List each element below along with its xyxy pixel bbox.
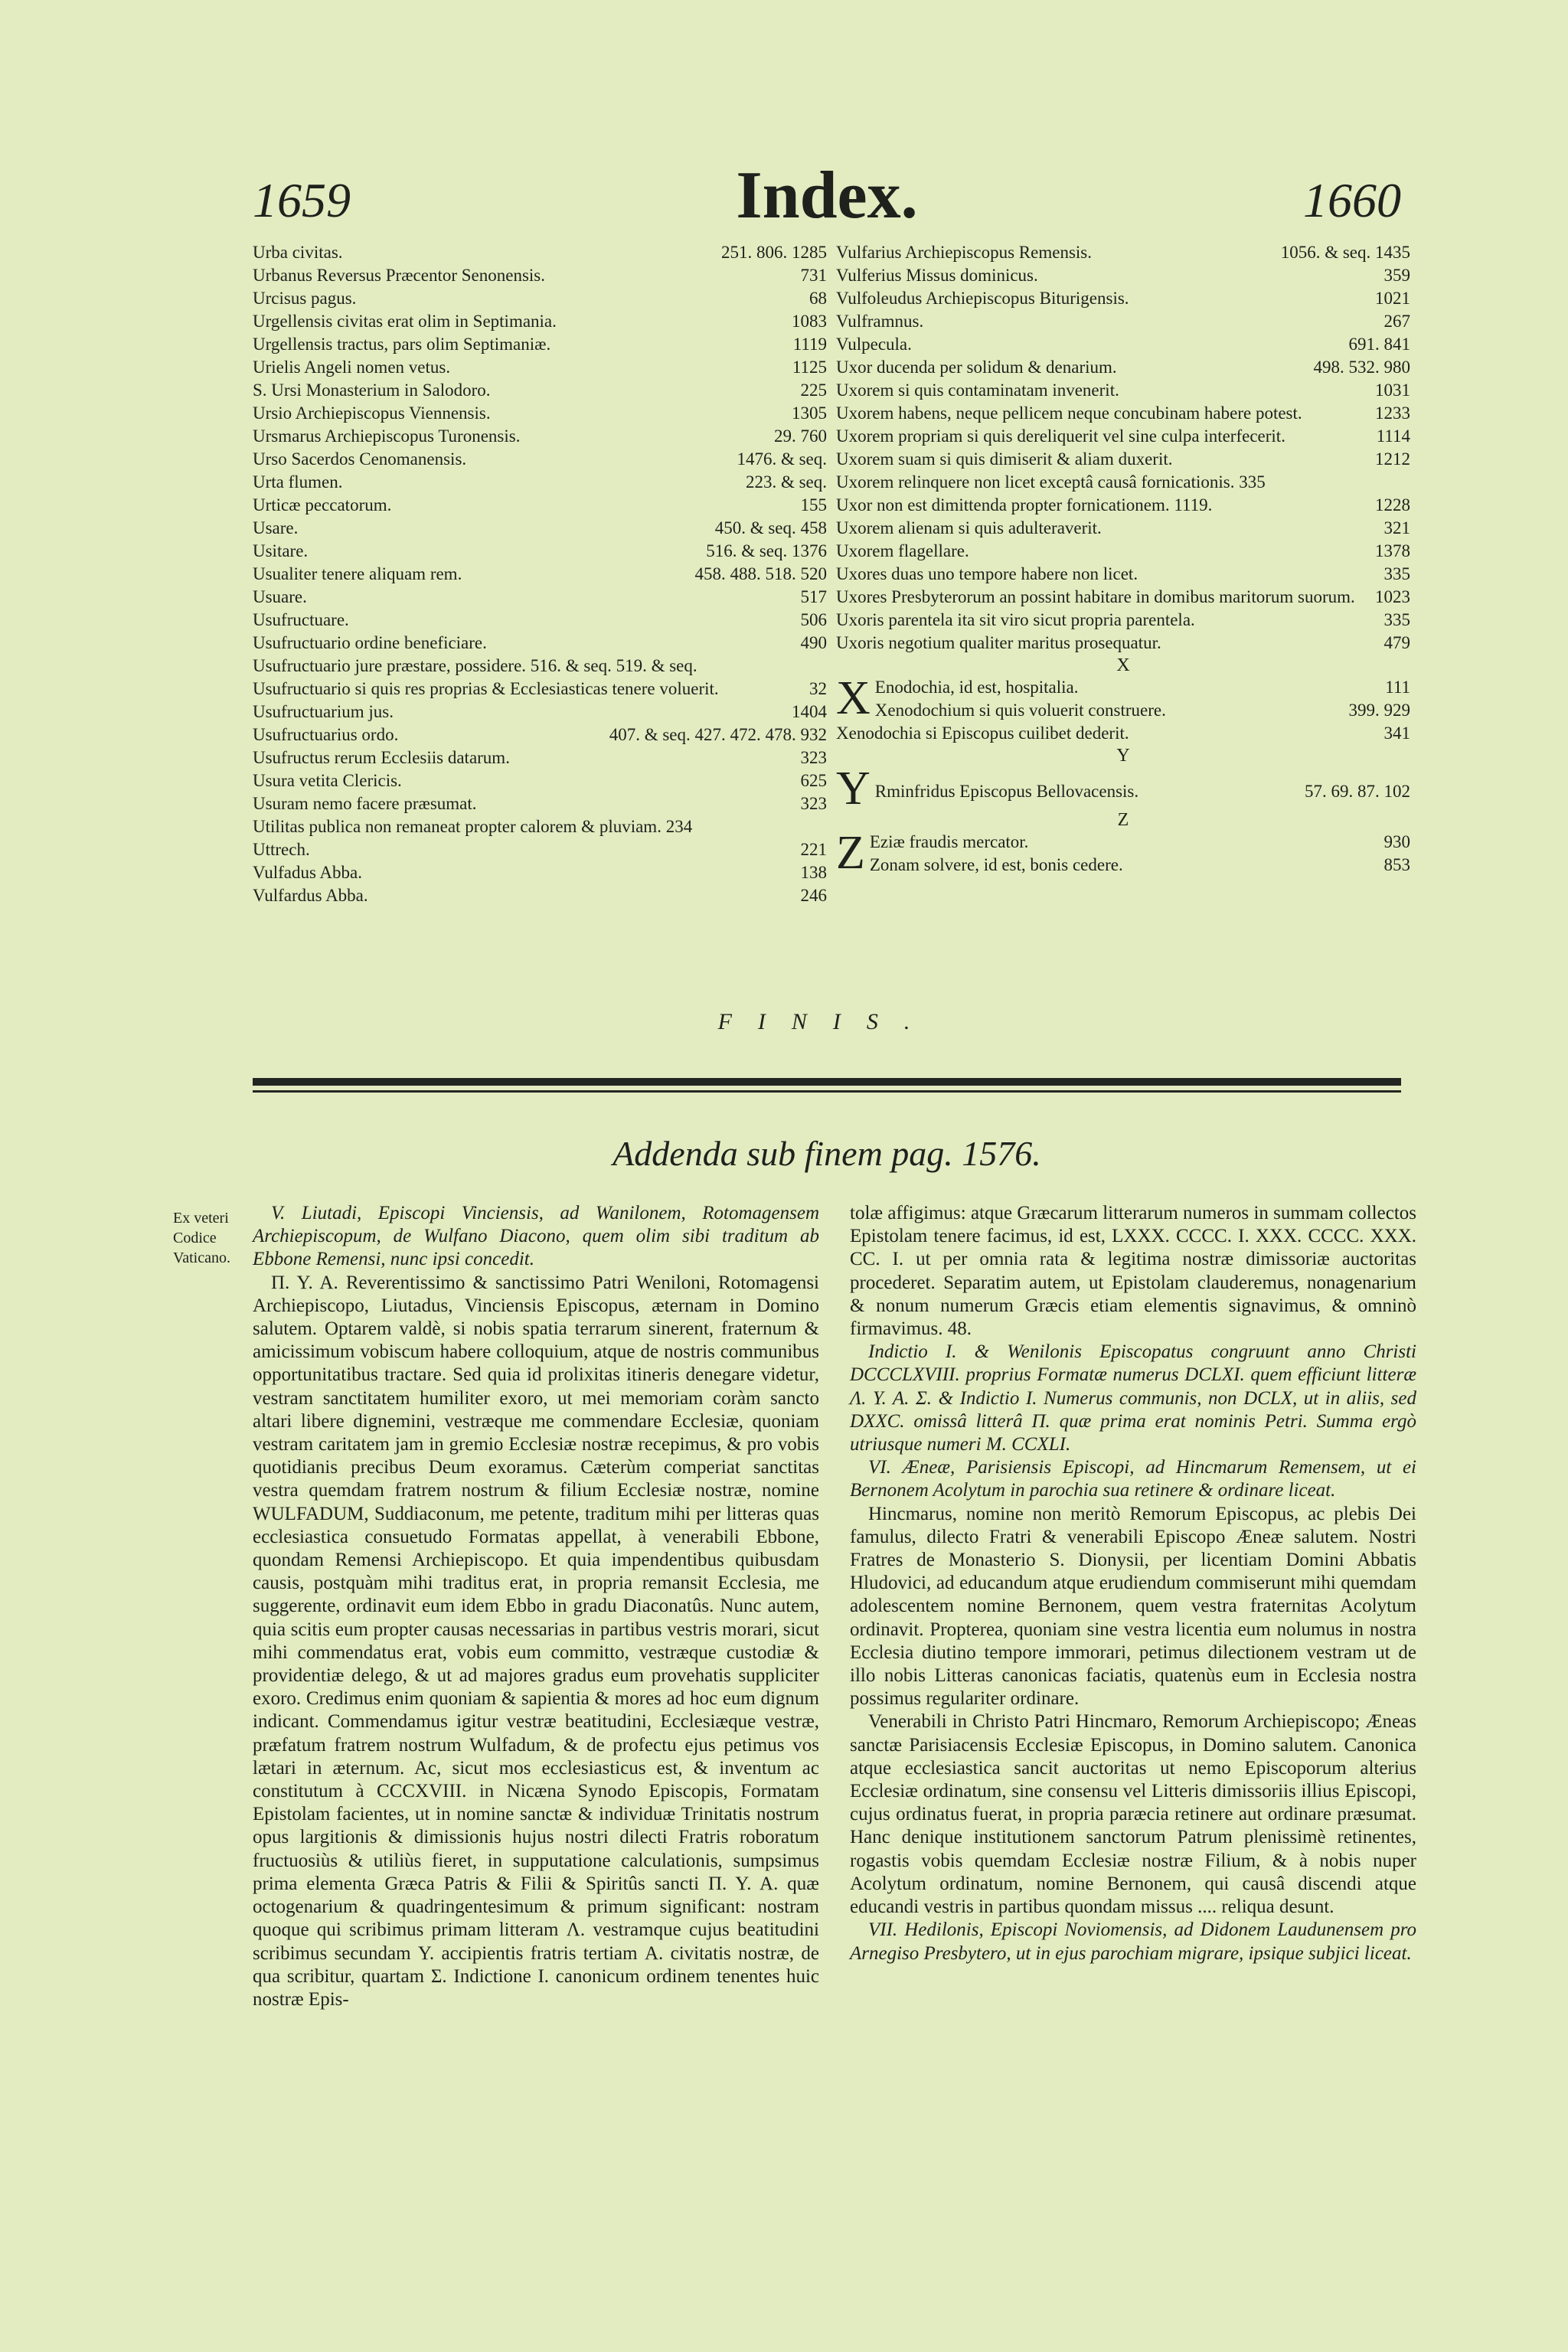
- index-entry: [836, 287, 1410, 310]
- index-section-y: [836, 766, 1410, 809]
- index-entry-term: Usufructus rerum Ecclesiis datarum.: [253, 748, 510, 767]
- index-entry: [836, 310, 1410, 333]
- index-entry: [253, 884, 827, 907]
- index-entry: [253, 517, 827, 540]
- page-header: [253, 157, 1401, 241]
- index-entry-ref: 251. 806. 1285: [721, 243, 827, 262]
- index-entry: [253, 701, 827, 724]
- index-entry: [253, 724, 827, 746]
- index-entry-term: Urgellensis tractus, pars olim Septimaniæ.: [253, 335, 551, 354]
- drop-cap-y: Y: [836, 766, 871, 809]
- index-entry: [836, 241, 1410, 264]
- index-entry-term: Urbanus Reversus Præcentor Senonensis.: [253, 266, 546, 285]
- index-entry-term: Usura vetita Clericis.: [253, 771, 402, 790]
- addenda-title: Addenda sub finem pag. 1576.: [612, 1134, 1041, 1173]
- index-entry-term: Usufructuarius ordo.: [253, 725, 399, 744]
- index-entry: [836, 563, 1410, 586]
- index-entry-term: Urta flumen.: [253, 472, 343, 492]
- index-entry-term: Vulpecula.: [836, 335, 912, 354]
- index-entry-ref: 1023: [1375, 587, 1410, 606]
- index-entry-ref: 479: [1383, 633, 1410, 652]
- index-entry-ref: 517: [800, 587, 827, 606]
- index-entry-ref: 1056. & seq. 1435: [1280, 243, 1410, 262]
- index-entry-ref: 68: [809, 289, 827, 308]
- index-entry-ref: 267: [1383, 312, 1410, 331]
- index-entry-term: Urso Sacerdos Cenomanensis.: [253, 449, 467, 469]
- index-entry-ref: 1233: [1375, 403, 1410, 423]
- drop-cap-x: X: [836, 676, 871, 724]
- index-entry-ref: 335: [1383, 564, 1410, 583]
- index-entry-ref: 930: [1383, 832, 1410, 851]
- index-entry-term: Usitare.: [253, 541, 309, 560]
- left-page-number: 1659: [253, 173, 351, 227]
- index-entry-term: Usuram nemo facere præsumat.: [253, 794, 477, 813]
- index-entry-ref: 1305: [792, 403, 827, 423]
- index-entry: [253, 241, 827, 264]
- index-entry-ref: 1228: [1375, 495, 1410, 514]
- index-entry-term: Utilitas publica non remaneat propter calorem & pluviam. 234: [253, 817, 693, 836]
- index-entry-term: Zonam solvere, id est, bonis cedere.: [869, 855, 1123, 874]
- paragraph: VI. Æneæ, Parisiensis Episcopi, ad Hincmarum Remensem, ut ei Bernonem Acolytum in parochia sua retinere & ordinare liceat.: [850, 1457, 1416, 1501]
- index-entry-term: Uxorem flagellare.: [836, 541, 969, 560]
- paragraph: Hincmarus, nomine non meritò Remorum Episcopus, ac plebis Dei famulus, dilecto Fratri & venerabili Episcopo Æneæ salutem. Nostri Fratres de Monasterio S. Dionysii, per licentiam Domini Abbatis Hludovici, ad educandum atque erudiendum commiserunt mihi quemdam adolescentem nomine Bernonem, quem vestra fraternitas Acolytum ordinavit. Propterea, quoniam sine vestra licentia eum nolumus in nostra Ecclesia diutino tempore immorari, petimus dilectionem vestram ut de illo nobis Litteras canonicas faciatis, quatenùs eum in Ecclesia nostra possimus regulariter ordinare.: [850, 1503, 1416, 1710]
- index-entry-term: Eziæ fraudis mercator.: [869, 832, 1029, 851]
- index-entry: [836, 356, 1410, 379]
- index-entry: [836, 540, 1410, 563]
- index-entry: [253, 586, 827, 609]
- index-entry: [253, 563, 827, 586]
- index-entry-term: Enodochia, id est, hospitalia.: [874, 678, 1079, 697]
- index-entry: [253, 287, 827, 310]
- index-entry-term: Vulframnus.: [836, 312, 924, 331]
- index-entry-term: Vulfardus Abba.: [253, 886, 368, 905]
- index-entry-term: Vulferius Missus dominicus.: [836, 266, 1038, 285]
- index-entry-term: Urcisus pagus.: [253, 289, 357, 308]
- index-entry: [836, 676, 1410, 699]
- text-column-right: [850, 1202, 1416, 1965]
- index-entry: [253, 471, 827, 494]
- index-entry-term: Uxorem habens, neque pellicem neque concubinam habere potest.: [836, 403, 1302, 423]
- index-entry-ref: 1212: [1375, 449, 1410, 469]
- index-entry-ref: 225: [800, 381, 827, 400]
- index-entry: [836, 494, 1410, 517]
- index-entry-ref: 1021: [1375, 289, 1410, 308]
- index-entry-term: Usuare.: [253, 587, 307, 606]
- index-entry-term: Uxor ducenda per solidum & denarium.: [836, 358, 1117, 377]
- index-entry: [253, 333, 827, 356]
- index-entry-ref: 32: [809, 679, 827, 698]
- index-entry-term: Uxorem alienam si quis adulteraverit.: [836, 518, 1102, 537]
- index-entry-term: Urgellensis civitas erat olim in Septimania.: [253, 312, 557, 331]
- index-entry: [253, 494, 827, 517]
- index-entry-ref: 138: [800, 863, 827, 882]
- index-entry: [253, 310, 827, 333]
- index-entry: [836, 425, 1410, 448]
- index-entry: [253, 769, 827, 792]
- index-entry: [836, 699, 1410, 722]
- index-entry-term: Vulfadus Abba.: [253, 863, 362, 882]
- index-entry-term: Vulfoleudus Archiepiscopus Biturigensis.: [836, 289, 1129, 308]
- index-entry: [836, 609, 1410, 632]
- index-entry-ref: 111: [1385, 678, 1410, 697]
- index-entry-term: Usufructuario jure præstare, possidere. 516. & seq. 519. & seq.: [253, 656, 697, 675]
- index-entry-ref: 1125: [792, 358, 827, 377]
- index-entry-term: Uttrech.: [253, 840, 310, 859]
- index-entry-ref: 1378: [1375, 541, 1410, 560]
- right-page-number: 1660: [1303, 173, 1401, 227]
- index-entry-term: Uxorem si quis contaminatam invenerit.: [836, 381, 1119, 400]
- index-entry-ref: 399. 929: [1348, 701, 1410, 720]
- index-entry-term: Usufructuare.: [253, 610, 349, 629]
- index-entry-term: Uxorem propriam si quis dereliquerit vel sine culpa interfecerit.: [836, 426, 1285, 446]
- index-entry-term: Uxor non est dimittenda propter fornicationem. 1119.: [836, 495, 1213, 514]
- index-entry-ref: 57. 69. 87. 102: [1305, 782, 1410, 801]
- index-letter-x: X: [1116, 655, 1130, 675]
- index-entry-ref: 490: [800, 633, 827, 652]
- paragraph: Venerabili in Christo Patri Hincmaro, Remorum Archiepiscopo; Æneas sanctæ Parisiacensis Ecclesiæ Episcopus, in Domino salutem. Canonica atque ecclesiastica sancit auctoritas ut nemo Episcoporum alterius Ecclesiæ ordinatum, sine consensu vel Litteris dimissoriis illius Episcopi, cujus ordinatus fuerat, in propria paræcia retinere aut ordinare præsumat. Hanc denique institutionem sanctorum Patrum plenissimè retinentes, rogastis vobis quemdam Ecclesiæ nostræ Filium, & à nobis nuper Acolytum ordinatum, nomine Bernonem, qui causâ discendi atque educandi vestris in partibus quondam missus .... reliqua desunt.: [850, 1711, 1416, 1918]
- index-entry: [253, 264, 827, 287]
- index-entry-term: Xenodochia si Episcopus cuilibet dederit.: [836, 724, 1129, 743]
- finis-label: FINIS.: [717, 1009, 936, 1034]
- index-entry-ref: 458. 488. 518. 520: [694, 564, 827, 583]
- index-entry-ref: 246: [800, 886, 827, 905]
- index-entry: [253, 540, 827, 563]
- index-entry-ref: 1476. & seq.: [737, 449, 827, 469]
- index-entry: [836, 333, 1410, 356]
- index-letter-z: Z: [1117, 810, 1129, 830]
- index-entry-ref: 1114: [1376, 426, 1410, 446]
- index-entry-term: Ursmarus Archiepiscopus Turonensis.: [253, 426, 521, 446]
- index-section-x: [836, 676, 1410, 745]
- index-entry: [253, 838, 827, 861]
- index-entry: [836, 402, 1410, 425]
- index-entry-ref: 155: [800, 495, 827, 514]
- index-entry: [253, 356, 827, 379]
- index-entry-term: S. Ursi Monasterium in Salodoro.: [253, 381, 491, 400]
- index-column-left: [253, 241, 827, 907]
- index-entry: [253, 379, 827, 402]
- index-entry: [253, 448, 827, 471]
- index-entry: [253, 609, 827, 632]
- index-entry: [253, 678, 827, 701]
- index-entry: [836, 632, 1410, 655]
- index-entry-ref: 335: [1383, 610, 1410, 629]
- index-entry-term: Usualiter tenere aliquam rem.: [253, 564, 462, 583]
- index-entry: [253, 815, 827, 838]
- index-entry-ref: 223. & seq.: [745, 472, 827, 492]
- index-entry-term: Uxorem suam si quis dimiserit & aliam duxerit.: [836, 449, 1173, 469]
- index-entry: [836, 854, 1410, 877]
- index-entry-term: Uxorem relinquere non licet exceptâ causâ fornicationis. 335: [836, 472, 1266, 492]
- index-entry-ref: 323: [800, 748, 827, 767]
- index-entry-term: Usufructuario si quis res proprias & Ecclesiasticas tenere voluerit.: [253, 679, 719, 698]
- index-entry-ref: 450. & seq. 458: [714, 518, 827, 537]
- index-column-right: [836, 241, 1410, 877]
- index-entry-ref: 498. 532. 980: [1313, 358, 1410, 377]
- index-entry-term: Urielis Angeli nomen vetus.: [253, 358, 451, 377]
- index-entry: [836, 586, 1410, 609]
- index-entry-ref: 1083: [792, 312, 827, 331]
- index-entry-term: Uxoris parentela ita sit viro sicut propria parentela.: [836, 610, 1195, 629]
- index-entry: [253, 792, 827, 815]
- divider-thin: [253, 1090, 1401, 1093]
- drop-cap-z: Z: [836, 831, 865, 877]
- index-entry: [836, 722, 1410, 745]
- paragraph: V. Liutadi, Episcopi Vinciensis, ad Wanilonem, Rotomagensem Archiepiscopum, de Wulfano Diacono, quem olim sibi traditum ab Ebbone Remensi, nunc ipsi concedit.: [253, 1203, 819, 1270]
- index-entry: [836, 471, 1410, 494]
- index-entry: [836, 448, 1410, 471]
- index-entry-ref: 625: [800, 771, 827, 790]
- index-entry: [836, 831, 1410, 854]
- index-entry: [836, 264, 1410, 287]
- index-section-z: [836, 831, 1410, 877]
- index-entry-ref: 323: [800, 794, 827, 813]
- index-entry: [836, 517, 1410, 540]
- paragraph: Π. Υ. Α. Reverentissimo & sanctissimo Patri Weniloni, Rotomagensi Archiepiscopo, Liutadus, Vinciensis Episcopus, æternam in Domino salutem. Optarem valdè, si nobis spatia terrarum sinerent, fraternum & amicissimum vobiscum habere colloquium, atque de nostris communibus opportunitatibus tractare. Sed quia id prolixitas itineris denegare videtur, vestram sanctitatem humiliter exoro, ut mei memoriam coràm sancto altari libere dignemini, vestræque me commendare Ecclesiæ, quoniam vestram caritatem jam in gremio Ecclesiæ nostræ recepimus, & pro vobis quotidianis precibus Deum exoramus. Cæterùm comperiat sanctitas vestra quemdam fratrem nostrum & filium Ecclesiæ nostræ, nomine WULFADUM, Suddiaconum, me petente, traditum mihi per litteras quas ecclesiastica consuetudo Formatas appellat, à venerabili Ebbone, quondam Remensi Archiepiscopo. Et quia impendentibus quibusdam causis, postquàm mihi traditus erat, in propria remansit Ecclesia, me suggerente, ordinavit eum idem Ebbo in gradu Diaconatûs. Nunc autem, quia scitis eum propter causas necessarias in partibus vestris morari, sicut mihi commendatus erat, vobis eum committo, vestræque custodiæ & providentiæ delego, & ut ad majores gradus eum provehatis suppliciter exoro. Credimus enim quoniam & sapientia & mores ad hoc eum dignum indicant. Commendamus igitur vestræ beatitudini, Ecclesiæque vestræ, præfatum fratrem nostrum Wulfadum, & de profectu ejus petimus vos lætari in æternum. Ac, sicut mos ecclesiasticus est, & inventum ac constitutum à CCCXVIII. in Nicæna Synodo Episcopis, Formatam Epistolam facientes, ut in nomine sanctæ & individuæ Trinitatis nostrum opus largitionis & dimissionis hujus nostri dilecti Fratris roboratum fructuosiùs & utiliùs fieret, in supputatione calculationis, sumpsimus prima elementa Græca Patris & Filii & Spiritûs sancti Π. Υ. Α. quæ octogenarium & quadringentesimum & primum significant: nostram quoque qui scribimus primam litteram Λ. vestramque cujus beatitudini scribimus secundam Υ. accipientis fratris tertiam Α. civitatis nostræ, de qua scribitur, quartam Σ. Indictione I. canonicum ordinem tenentes huic nostræ Epis-: [253, 1272, 819, 2010]
- index-entry: [253, 746, 827, 769]
- paragraph: VII. Hedilonis, Episcopi Noviomensis, ad Didonem Laudunensem pro Arnegiso Presbytero, ut in ejus parochiam migrare, ipsique subjici liceat.: [850, 1919, 1416, 1964]
- index-entry-ref: 516. & seq. 1376: [706, 541, 827, 560]
- index-entry-term: Urticæ peccatorum.: [253, 495, 392, 514]
- index-entry-term: Vulfarius Archiepiscopus Remensis.: [836, 243, 1092, 262]
- index-entry-term: Uxores duas uno tempore habere non licet.: [836, 564, 1138, 583]
- index-entry-term: Rminfridus Episcopus Bellovacensis.: [874, 782, 1139, 801]
- index-entry-ref: 359: [1383, 266, 1410, 285]
- index-entry-ref: 731: [800, 266, 827, 285]
- index-entry: [253, 402, 827, 425]
- index-entry-ref: 341: [1383, 724, 1410, 743]
- paragraph: Indictio I. & Wenilonis Episcopatus congruunt anno Christi DCCCLXVIII. proprius Formatæ numerus DCLXI. quem efficiunt litteræ Λ. Υ. Α. Σ. & Indictio I. Numerus communis, non DCLX, ut in aliis, sed DXXC. omissâ litterâ Π. quæ prima erat nominis Petri. Summa ergò utriusque numeri M. CCXLI.: [850, 1341, 1416, 1455]
- index-letter-y: Y: [1116, 746, 1130, 766]
- index-entry: [253, 655, 827, 678]
- index-entry: [836, 780, 1410, 803]
- index-entry-ref: 407. & seq. 427. 472. 478. 932: [609, 725, 827, 744]
- page-title: Index.: [736, 158, 918, 233]
- paragraph: tolæ affigimus: atque Græcarum litterarum numeros in summam collectos Epistolam tenere facimus, id est, LXXX. CCCC. I. XXX. CCCC. XXX. CC. I. ut per omnia rata & legitima nostræ dimissoriæ auctoritas procederet. Separatim autem, ut Epistolam clauderemus, nonagenarium & nonum numerum Græcis etiam elementis signavimus, & omninò firmavimus. 48.: [850, 1203, 1416, 1340]
- text-column-left: [253, 1202, 819, 2011]
- index-entry-term: Uxoris negotium qualiter maritus prosequatur.: [836, 633, 1161, 652]
- index-entry-term: Urba civitas.: [253, 243, 343, 262]
- index-entry-term: Usufructuarium jus.: [253, 702, 394, 721]
- index-entry-term: Usare.: [253, 518, 299, 537]
- index-entry-ref: 1031: [1375, 381, 1410, 400]
- index-entry-ref: 1404: [792, 702, 827, 721]
- index-entry-term: Uxores Presbyterorum an possint habitare in domibus maritorum suorum.: [836, 587, 1355, 606]
- index-entry-ref: 853: [1383, 855, 1410, 874]
- margin-note: Ex veteri Codice Vaticano.: [173, 1210, 230, 1266]
- divider-thick: [253, 1078, 1401, 1086]
- index-entry: [253, 861, 827, 884]
- index-entry-ref: 29. 760: [774, 426, 827, 446]
- index-entry-ref: 691. 841: [1348, 335, 1410, 354]
- index-entry-ref: 1119: [792, 335, 827, 354]
- index-entry-term: Usufructuario ordine beneficiare.: [253, 633, 487, 652]
- index-entry-term: Ursio Archiepiscopus Viennensis.: [253, 403, 491, 423]
- index-entry-term: Xenodochium si quis voluerit construere.: [874, 701, 1166, 720]
- index-entry: [253, 632, 827, 655]
- index-entry-ref: 221: [800, 840, 827, 859]
- index-entry-ref: 321: [1383, 518, 1410, 537]
- index-entry-ref: 506: [800, 610, 827, 629]
- index-entry: [253, 425, 827, 448]
- index-entry: [836, 379, 1410, 402]
